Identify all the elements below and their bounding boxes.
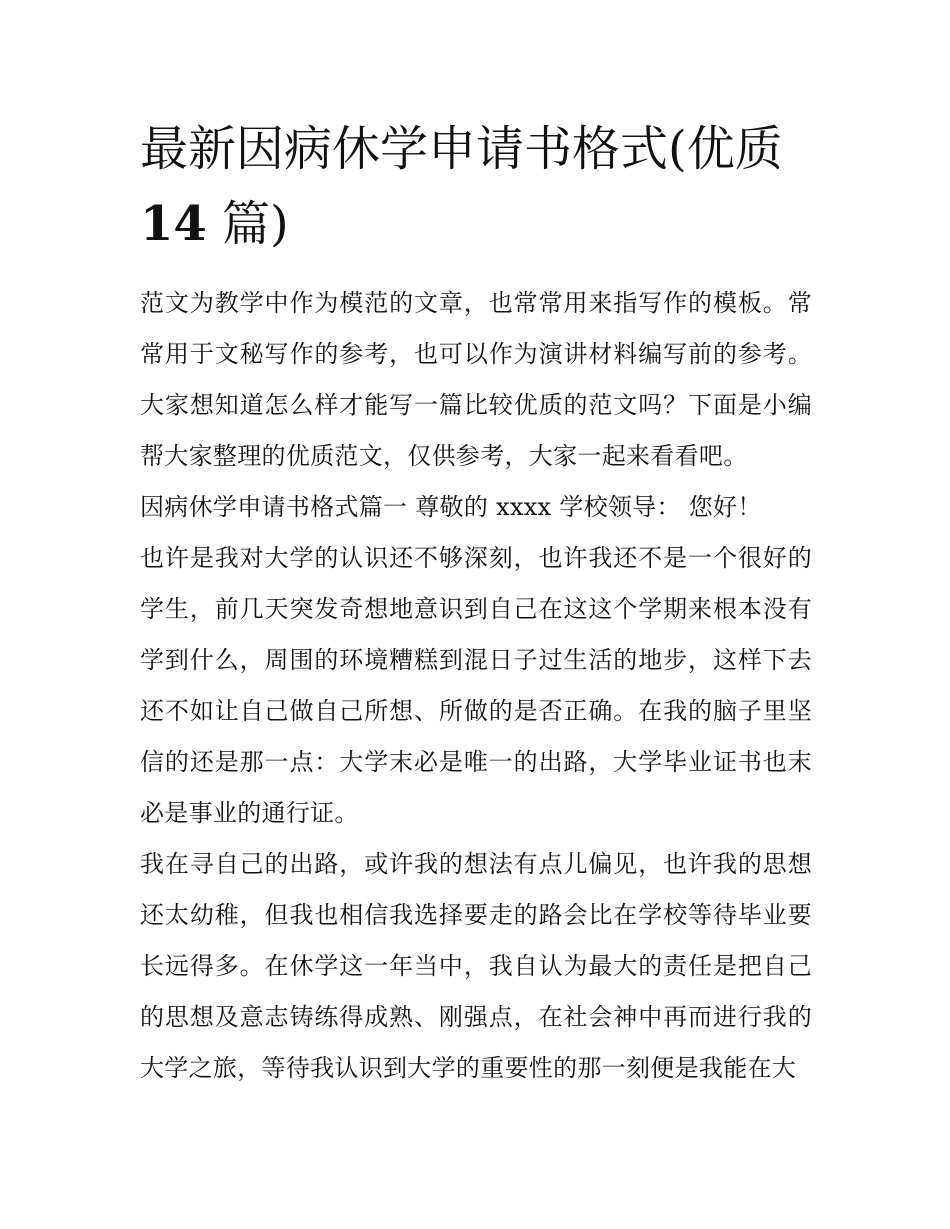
- title-main: 最新因病休学申请书格式(优质: [140, 121, 783, 177]
- document-body: [140, 278, 812, 1094]
- title-tail: 篇): [206, 196, 289, 252]
- document-title: [140, 112, 812, 262]
- title-number: 14: [140, 196, 207, 252]
- intro-paragraph: 范文为教学中作为模范的文章，也常常用来指写作的模板。常常用于文秘写作的参考，也可以作为演讲材料编写前的参考。大家想知道怎么样才能写一篇比较优质的范文吗？下面是小编帮大家整理的优质范文，仅供参考，大家一起来看看吧。: [140, 289, 812, 470]
- body-paragraph-1: 也许是我对大学的认识还不够深刻，也许我还不是一个很好的学生，前几天突发奇想地意识到自己在这这个学期来根本没有学到什么，周围的环境糟糕到混日子过生活的地步，这样下去还不如让自己做自己所想、所做的是否正确。在我的脑子里坚信的还是那一点：大学末必是唯一的出路，大学毕业证书也末必是事业的通行证。: [140, 544, 812, 827]
- document-page: [140, 112, 812, 1094]
- body-paragraph-2: 我在寻自己的出路，或许我的想法有点儿偏见，也许我的思想还太幼稚，但我也相信我选择要走的路会比在学校等待毕业要长远得多。在休学这一年当中，我自认为最大的责任是把自己的思想及意志铸练得成熟、刚强点，在社会神中再而进行我的大学之旅，等待我认识到大学的重要性的那一刻便是我能在大: [140, 850, 812, 1082]
- salutation-paragraph: 因病休学申请书格式篇一 尊敬的 xxxx 学校领导： 您好！: [140, 493, 762, 521]
